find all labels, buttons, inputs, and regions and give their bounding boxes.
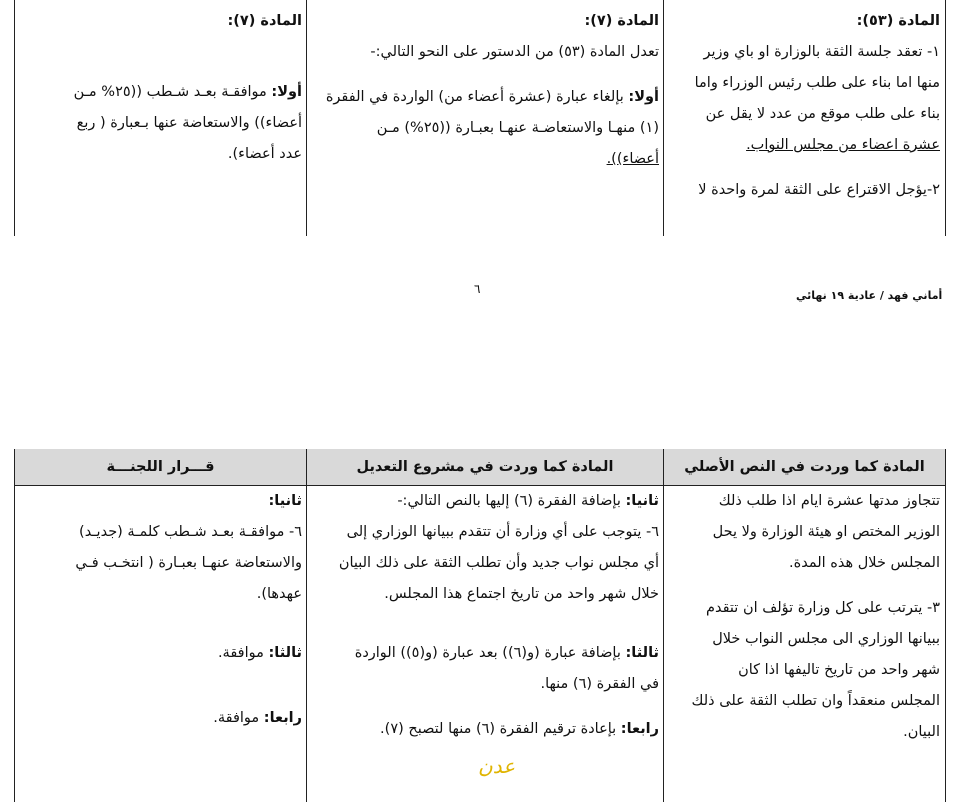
decision-fourth: رابعا: موافقة.: [213, 710, 302, 726]
top-divider-2: [663, 0, 664, 236]
header-decision: قـــرار اللجنـــة: [15, 449, 306, 485]
original-para3-line-3: شهر واحد من تاريخ تاليفها اذا كان: [738, 662, 940, 678]
article-53-title: المادة (٥٣):: [856, 13, 940, 29]
page-number: ٦: [474, 282, 481, 296]
original-para3-line-4: المجلس منعقداً وان تطلب الثقة على ذلك: [691, 693, 940, 709]
amendment-second: ثانيا: بإضافة الفقرة (٦) إليها بالنص التالي:-: [397, 493, 659, 509]
amendment-third-line-2: في الفقرة (٦) منها.: [540, 676, 659, 692]
table-border-right: [945, 449, 946, 802]
table-divider-1: [306, 449, 307, 802]
header-amendment: المادة كما وردت في مشروع التعديل: [307, 449, 663, 485]
original-para3-line-5: البيان.: [903, 724, 940, 740]
top-original-cell: [668, 6, 940, 206]
table-divider-2: [663, 449, 664, 802]
article-7-first: أولا: بإلغاء عبارة (عشرة أعضاء من) الواردة في الفقرة: [325, 89, 659, 105]
article-53-line-4: عشرة اعضاء من مجلس النواب.: [746, 137, 940, 153]
table-border-left: [14, 449, 15, 802]
original-text-cell: [668, 486, 940, 748]
amendment-text-cell: [311, 486, 659, 745]
decision-7-first: أولا: موافقـة بعـد شـطب ((٢٥% مـن: [73, 84, 302, 100]
original-line-1: تتجاوز مدتها عشرة ايام اذا طلب ذلك: [718, 493, 940, 509]
article-53-line-2: منها اما بناء على طلب رئيس الوزراء واما: [694, 75, 940, 91]
amendment-para6-line-2: أي مجلس نواب جديد وأن تطلب الثقة على ذلك البيان: [338, 555, 659, 571]
footer-author: أماني فهد / عادية ١٩ نهائي: [796, 289, 943, 302]
amendment-para6-line-3: خلال شهر واحد من تاريخ اجتماع هذا المجلس.: [384, 586, 659, 602]
original-line-3: المجلس خلال هذه المدة.: [789, 555, 940, 571]
article-53-line-1: ١- تعقد جلسة الثقة بالوزارة او باي وزير: [703, 44, 940, 60]
article-7-line-3: أعضاء)).: [606, 151, 659, 167]
article-7-title: المادة (٧):: [584, 13, 659, 29]
original-para3-line-1: ٣- يترتب على كل وزارة تؤلف ان تتقدم: [706, 600, 940, 616]
article-53-line-3: بناء على طلب موقع من عدد لا يقل عن: [705, 106, 940, 122]
amendment-para6-line-1: ٦- يتوجب على أي وزارة أن تتقدم ببيانها الوزاري إلى: [346, 524, 659, 540]
handwritten-annotation: عدن: [478, 754, 516, 778]
top-border-right: [945, 0, 946, 236]
top-amendment-cell: [311, 6, 659, 175]
decision-line-1: ٦- موافقـة بعـد شـطب كلمـة (جديـد): [79, 524, 302, 540]
decision-text-cell: [19, 486, 302, 734]
top-decision-cell: [19, 6, 302, 170]
decision-7-line-3: عدد أعضاء).: [227, 146, 302, 162]
decision-7-title: المادة (٧):: [227, 13, 302, 29]
top-divider-1: [306, 0, 307, 236]
amendment-fourth: رابعا: بإعادة ترقيم الفقرة (٦) منها لتصبح (٧).: [380, 721, 659, 737]
decision-second-label: ثانيا:: [268, 493, 302, 509]
header-original: المادة كما وردت في النص الأصلي: [664, 449, 945, 485]
decision-line-2: والاستعاضة عنهـا بعبـارة ( انتخـب فـي: [75, 555, 302, 571]
top-border-left: [14, 0, 15, 236]
article-7-line-2: (١) منهـا والاستعاضـة عنهـا بعبـارة ((٢٥%) مـن: [376, 120, 659, 136]
decision-7-line-2: أعضاء)) والاستعاضة عنها بـعبارة ( ربع: [76, 115, 302, 131]
article-53-line-5: ٢-يؤجل الاقتراع على الثقة لمرة واحدة لا: [698, 182, 940, 198]
decision-third: ثالثا: موافقة.: [217, 645, 302, 661]
original-para3-line-2: ببيانها الوزاري الى مجلس النواب خلال: [712, 631, 940, 647]
amendment-third: ثالثا: بإضافة عبارة (و(٦)) بعد عبارة (و(٥)) الواردة: [354, 645, 659, 661]
original-line-2: الوزير المختص او هيئة الوزارة ولا يحل: [712, 524, 940, 540]
decision-line-3: عهدها).: [256, 586, 302, 602]
article-7-intro: تعدل المادة (٥٣) من الدستور على النحو التالي:-: [370, 44, 659, 60]
